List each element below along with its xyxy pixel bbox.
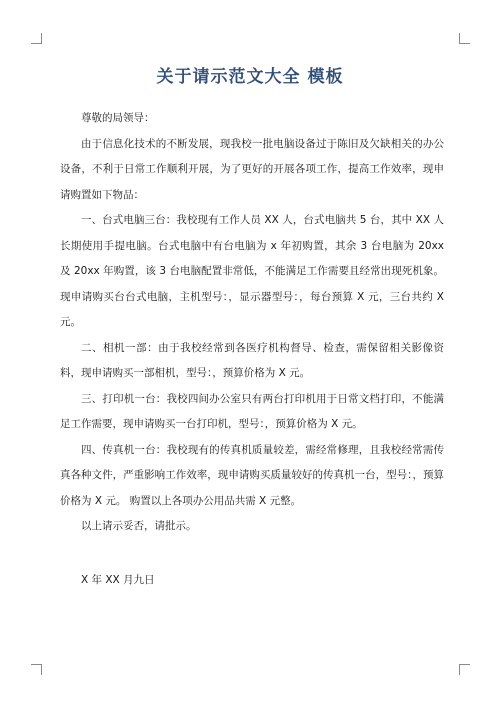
salutation: 尊敬的局领导： <box>81 112 155 124</box>
page-corner-mark-top-left <box>31 33 42 44</box>
item-printer-paragraph: 三、打印机一台：我校四间办公室只有两台打印机用于日常文档打印，不能满足工作需要，现申请购买一台打印机，型号：，预算价格为 X 元。 <box>60 392 444 430</box>
closing-line: 以上请示妥否，请批示。 <box>81 520 197 532</box>
page-corner-mark-top-right <box>459 33 470 44</box>
page-corner-mark-bottom-left <box>31 664 42 675</box>
page-corner-mark-bottom-right <box>459 664 470 675</box>
document-body <box>60 106 444 593</box>
document-title: 关于请示范文大全 模板 <box>156 67 344 87</box>
item-desktop-computers-paragraph: 一、台式电脑三台：我校现有工作人员 XX 人，台式电脑共 5 台，其中 XX 人长期使用手提电脑。台式电脑中有台电脑为 x 年初购置，其余 3 台电脑为 20xx 及 20xx 年购置，该 3 台电脑配置非常低，不能满足工作需要且经常出现死机象。现申请购买台台式电脑，主机型号：，显示器型号：，每台预算 X 元，三台共约 X 元。 <box>60 214 444 328</box>
intro-paragraph: 由于信息化技术的不断发展，现我校一批电脑设备过于陈旧及欠缺相关的办公设备，不利于日常工作顺利开展，为了更好的开展各项工作，提高工作效率，现申请购置如下物品： <box>60 137 444 201</box>
item-camera-paragraph: 二、相机一部：由于我校经常到各医疗机构督导、检查，需保留相关影像资料，现申请购买一部相机，型号：，预算价格为 X 元。 <box>60 341 444 379</box>
item-fax-paragraph: 四、传真机一台：我校现有的传真机质量较差，需经常修理，且我校经常需传真各种文件，严重影响工作效率，现申请购买质量较好的传真机一台，型号：，预算价格为 X 元。 购置以上各项办公用品共需 X 元整。 <box>60 443 444 507</box>
date-line: X 年 XX 月九日 <box>81 573 155 586</box>
